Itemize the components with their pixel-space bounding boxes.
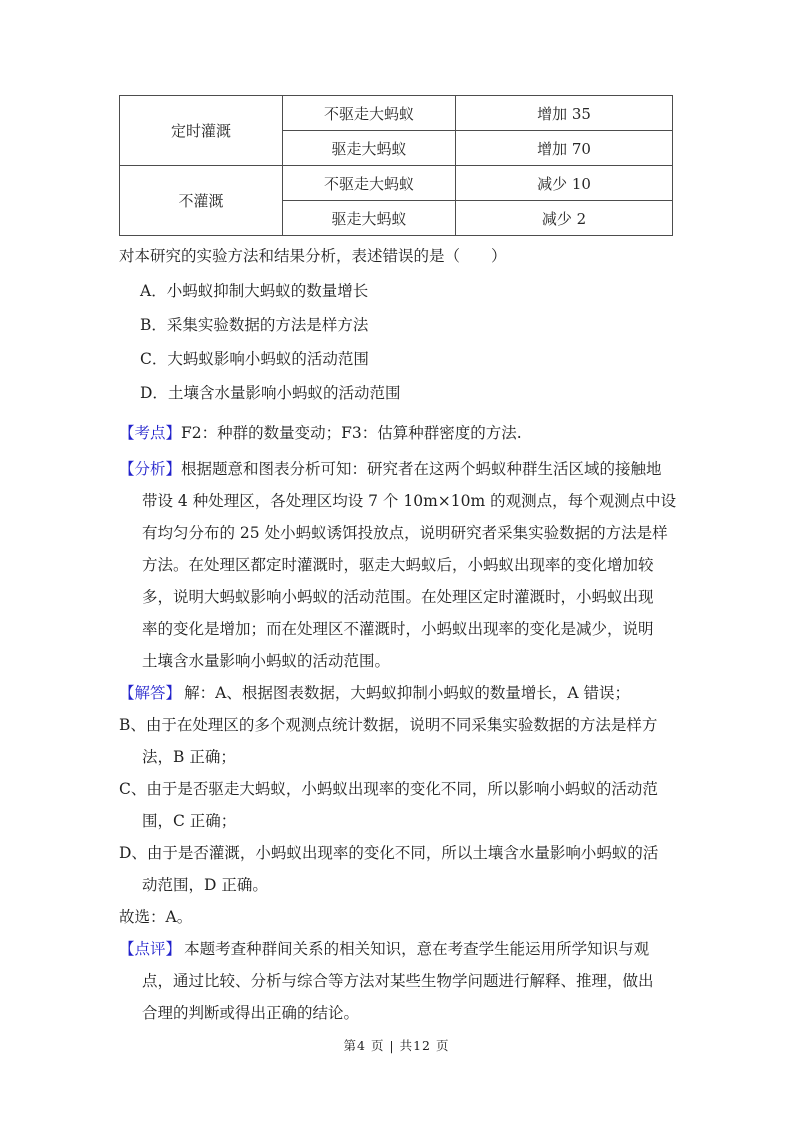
option-a-text: 小蚂蚁抑制大蚂蚁的数量增长: [166, 282, 369, 300]
fenxi-line: 率的变化是增加；而在处理区不灌溉时，小蚂蚁出现率的变化是减少，说明: [142, 620, 654, 638]
jieda-line: D、由于是否灌溉，小蚂蚁出现率的变化不同，所以土壤含水量影响小蚂蚁的活: [119, 844, 659, 862]
fenxi-line: 方法。在处理区都定时灌溉时，驱走大蚂蚁后，小蚂蚁出现率的变化增加较: [142, 556, 654, 574]
option-c-label: C．: [140, 350, 168, 368]
dianping-text: 本题考查种群间关系的相关知识，意在考查学生能运用所学知识与观: [184, 940, 650, 958]
page-content: [119, 0, 675, 1029]
option-a-label: A．: [140, 282, 167, 300]
fenxi-line: 带设 4 种处理区，各处理区均设 7 个 10m×10m 的观测点，每个观测点中设: [142, 492, 677, 510]
fenxi-line: 土壤含水量影响小蚂蚁的活动范围。: [142, 652, 391, 670]
footer-page-indicator: 第4 页 | 共12 页: [343, 1038, 450, 1053]
fenxi-label: 【分析】: [119, 460, 182, 478]
jieda-line: C、由于是否驱走大蚂蚁，小蚂蚁出现率的变化不同，所以影响小蚂蚁的活动范: [119, 780, 658, 798]
experiment-table: [119, 95, 673, 236]
table-cell-result: 增加 70: [456, 131, 673, 166]
jieda-line: 法，B 正确；: [142, 748, 236, 766]
jieda-text: 解：A、根据图表数据，大蚂蚁抑制小蚂蚁的数量增长，A 错误；: [184, 684, 630, 702]
dianping-line: [119, 933, 675, 965]
table-cell-result: 减少 10: [456, 166, 673, 201]
option-d-label: D．: [140, 384, 168, 402]
option-c-text: 大蚂蚁影响小蚂蚁的活动范围: [167, 350, 369, 368]
option-b-label: B．: [140, 316, 167, 334]
dianping-line: 点，通过比较、分析与综合等方法对某些生物学问题进行解释、推理，做出: [142, 972, 654, 990]
jieda-line: 动范围，D 正确。: [142, 876, 268, 894]
section-spacer: [119, 410, 675, 417]
jieda-line: B、由于在处理区的多个观测点统计数据，说明不同采集实验数据的方法是样方: [119, 716, 658, 734]
dianping-label: 【点评】: [119, 940, 182, 958]
option-list: [119, 274, 675, 410]
jieda-label: 【解答】: [119, 684, 182, 702]
section-jieda: [119, 677, 675, 933]
table-cell-condition: 不驱走大蚂蚁: [283, 166, 456, 201]
jieda-line: 围，C 正确；: [142, 812, 237, 830]
dianping-line: 合理的判断或得出正确的结论。: [142, 1004, 360, 1022]
fenxi-line: 有均匀分布的 25 处小蚂蚁诱饵投放点，说明研究者采集实验数据的方法是样: [142, 524, 668, 542]
option-a: [140, 274, 675, 308]
section-fenxi: [119, 453, 675, 677]
jieda-line: [119, 677, 675, 709]
fenxi-line: [119, 453, 675, 485]
table-cell-condition: 驱走大蚂蚁: [283, 131, 456, 166]
table-row: [120, 96, 673, 131]
section-dianping: [119, 933, 675, 1029]
section-kaodian: [119, 417, 675, 450]
fenxi-text: 根据题意和图表分析可知：研究者在这两个蚂蚁种群生活区域的接触地: [181, 460, 662, 478]
table-cell-condition: 驱走大蚂蚁: [283, 201, 456, 236]
fenxi-line: 多，说明大蚂蚁影响小蚂蚁的活动范围。在处理区定时灌溉时，小蚂蚁出现: [142, 588, 654, 606]
option-d-text: 土壤含水量影响小蚂蚁的活动范围: [167, 384, 401, 402]
table-cell-treatment: 不灌溉: [120, 166, 283, 236]
option-b-text: 采集实验数据的方法是样方法: [166, 316, 369, 334]
question-stem: 对本研究的实验方法和结果分析，表述错误的是（ ）: [119, 247, 507, 265]
option-c: [140, 342, 675, 376]
table-cell-result: 减少 2: [456, 201, 673, 236]
table-row: [120, 166, 673, 201]
table-cell-condition: 不驱走大蚂蚁: [283, 96, 456, 131]
kaodian-label: 【考点】: [119, 424, 182, 442]
table-cell-result: 增加 35: [456, 96, 673, 131]
option-b: [140, 308, 675, 342]
table-cell-treatment: 定时灌溉: [120, 96, 283, 166]
option-d: [140, 376, 675, 410]
jieda-conclusion: 故选：A。: [119, 908, 193, 926]
kaodian-text: F2：种群的数量变动；F3：估算种群密度的方法.: [181, 424, 522, 442]
